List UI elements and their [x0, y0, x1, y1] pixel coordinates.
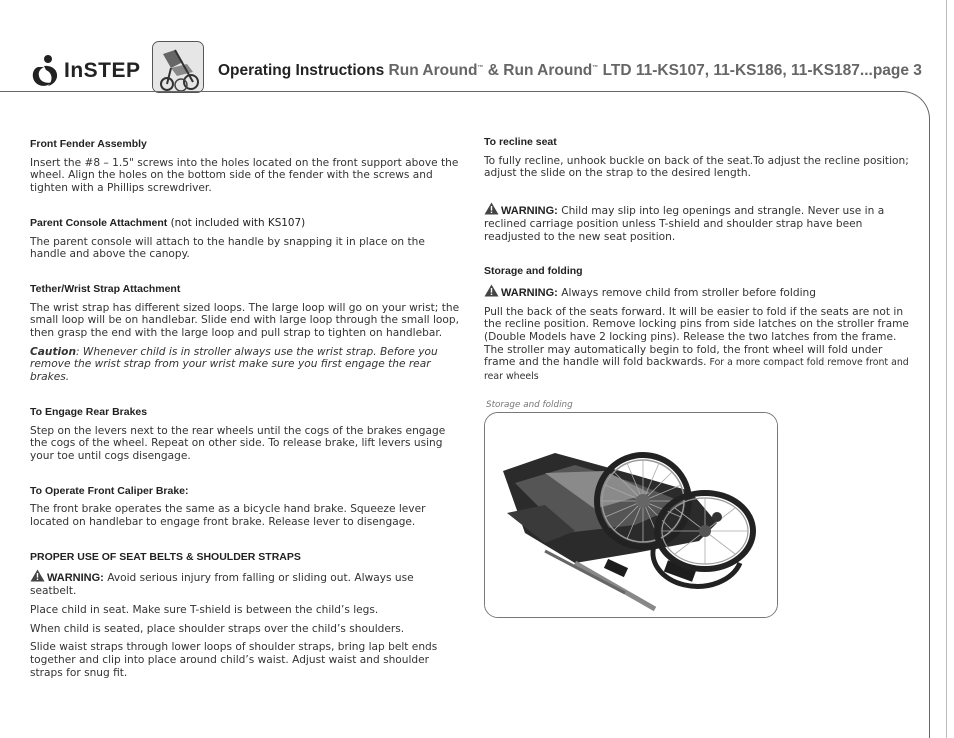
text-caliper-brake: The front brake operates the same as a bicycle hand brake. Squeeze lever located on handlebar to engage front brake. Release lever to disengage. [30, 503, 426, 529]
text-storage-small: For a more compact fold remove front and rear wheels [484, 357, 909, 383]
left-column [30, 138, 460, 701]
caution-label: Caution [30, 345, 76, 358]
section-seat-belts [30, 551, 460, 680]
warning-label: WARNING: [501, 286, 558, 299]
text-tether: The wrist strap has different sized loops. The large loop will go on your wrist; the small loop will be on handlebar. Slide end with large loop through the small loop, then grasp the end with the large loop and pull strap to tighten on handlebar. [30, 301, 460, 340]
warning-triangle-icon [30, 569, 45, 582]
heading-tether: Tether/Wrist Strap Attachment [30, 282, 181, 295]
heading-parent-console-label: Parent Console Attachment [30, 216, 168, 229]
brand-name: InSTEP [64, 59, 141, 82]
title-product: Run Around [388, 62, 478, 79]
text-parent-console: The parent console will attach to the handle by snapping it in place on the handle and above the canopy. [30, 235, 425, 261]
instep-logo-mark-icon [30, 54, 60, 88]
warning-label: WARNING: [501, 205, 558, 218]
page-edge-line [946, 0, 947, 738]
section-storage [484, 265, 914, 384]
section-front-fender [30, 138, 460, 195]
title-lead: Operating Instructions [218, 62, 385, 79]
warning-storage [484, 284, 914, 300]
heading-recline: To recline seat [484, 136, 557, 148]
title-models-page: LTD 11-KS107, 11-KS186, 11-KS187...page 3 [598, 62, 922, 79]
heading-parent-console [30, 217, 460, 230]
text-storage [484, 306, 914, 384]
heading-caliper-brake: To Operate Front Caliper Brake: [30, 484, 189, 497]
text-seat-belts-2: When child is seated, place shoulder straps over the child’s shoulders. [30, 622, 405, 635]
section-recline [484, 136, 914, 180]
heading-parent-console-note: (not included with KS107) [167, 216, 306, 229]
folded-stroller-image [485, 413, 778, 618]
warning-triangle-icon [484, 284, 499, 297]
section-parent-console [30, 217, 460, 261]
instep-logo [30, 54, 141, 88]
text-seat-belts-1: Place child in seat. Make sure T-shield is between the child’s legs. [30, 603, 379, 616]
warning-seat-belts [30, 569, 460, 597]
heading-rear-brakes: To Engage Rear Brakes [30, 405, 148, 418]
text-front-fender: Insert the #8 – 1.5" screws into the holes located on the front support above the wheel. Align the holes on the bottom side of the fender with the screws and tighten with a Phillips screwdriver. [30, 156, 459, 195]
heading-front-fender: Front Fender Assembly [30, 138, 147, 150]
warning-text: Always remove child from stroller before folding [557, 286, 816, 299]
caution-tether [30, 346, 460, 384]
stroller-thumbnail-icon [153, 42, 204, 93]
warning-triangle-icon [484, 202, 499, 215]
heading-seat-belts: PROPER USE OF SEAT BELTS & SHOULDER STRAPS [30, 550, 301, 563]
stroller-thumbnail [152, 41, 204, 93]
section-tether [30, 283, 460, 384]
warning-text: Child may slip into leg openings and strangle. Never use in a reclined carriage position unless T-shield and shoulder strap have been readjusted to the new seat position. [484, 205, 885, 243]
section-rear-brakes [30, 406, 460, 463]
section-caliper-brake [30, 485, 460, 529]
heading-storage: Storage and folding [484, 265, 583, 278]
section-recline-warning [484, 202, 914, 243]
page-title [218, 62, 922, 80]
page-header [0, 0, 954, 92]
right-column [484, 136, 914, 406]
text-rear-brakes: Step on the levers next to the rear wheels until the cogs of the brakes engage the cogs of the wheel. Repeat on other side. To release brake, lift levers using your toe until cogs disengage. [30, 424, 446, 462]
title-product-second: & Run Around [483, 62, 593, 79]
text-seat-belts-3: Slide waist straps through lower loops of shoulder straps, bring lap belt ends together and clip into place around child’s waist. Adjust waist and shoulder straps for snug fit. [30, 641, 438, 679]
text-recline: To fully recline, unhook buckle on back of the seat.To adjust the recline position; adjust the slide on the strap to the desired length. [484, 154, 909, 180]
text-storage-main: Pull the back of the seats forward. It will be easier to fold if the seats are not in the recline position. Remove locking pins from side latches on the stroller frame (Double Models have 2 locking pins). Release the two latches from the frame. The stroller may automatically begin to fold, the front wheel will fold under frame and the handle will fold backwards. [484, 305, 909, 369]
warning-recline [484, 202, 914, 243]
warning-label: WARNING: [47, 572, 104, 585]
caution-text: : Whenever child is in stroller always use the wrist strap. Before you remove the wrist strap from your wrist make sure you first engage the rear brakes. [30, 345, 438, 384]
folded-stroller-photo [484, 412, 778, 618]
trademark-mark-second: ™ [592, 64, 599, 71]
figure-caption: Storage and folding [486, 400, 573, 410]
trademark-mark: ™ [477, 64, 484, 71]
warning-text: Avoid serious injury from falling or sliding out. Always use seatbelt. [30, 572, 414, 598]
